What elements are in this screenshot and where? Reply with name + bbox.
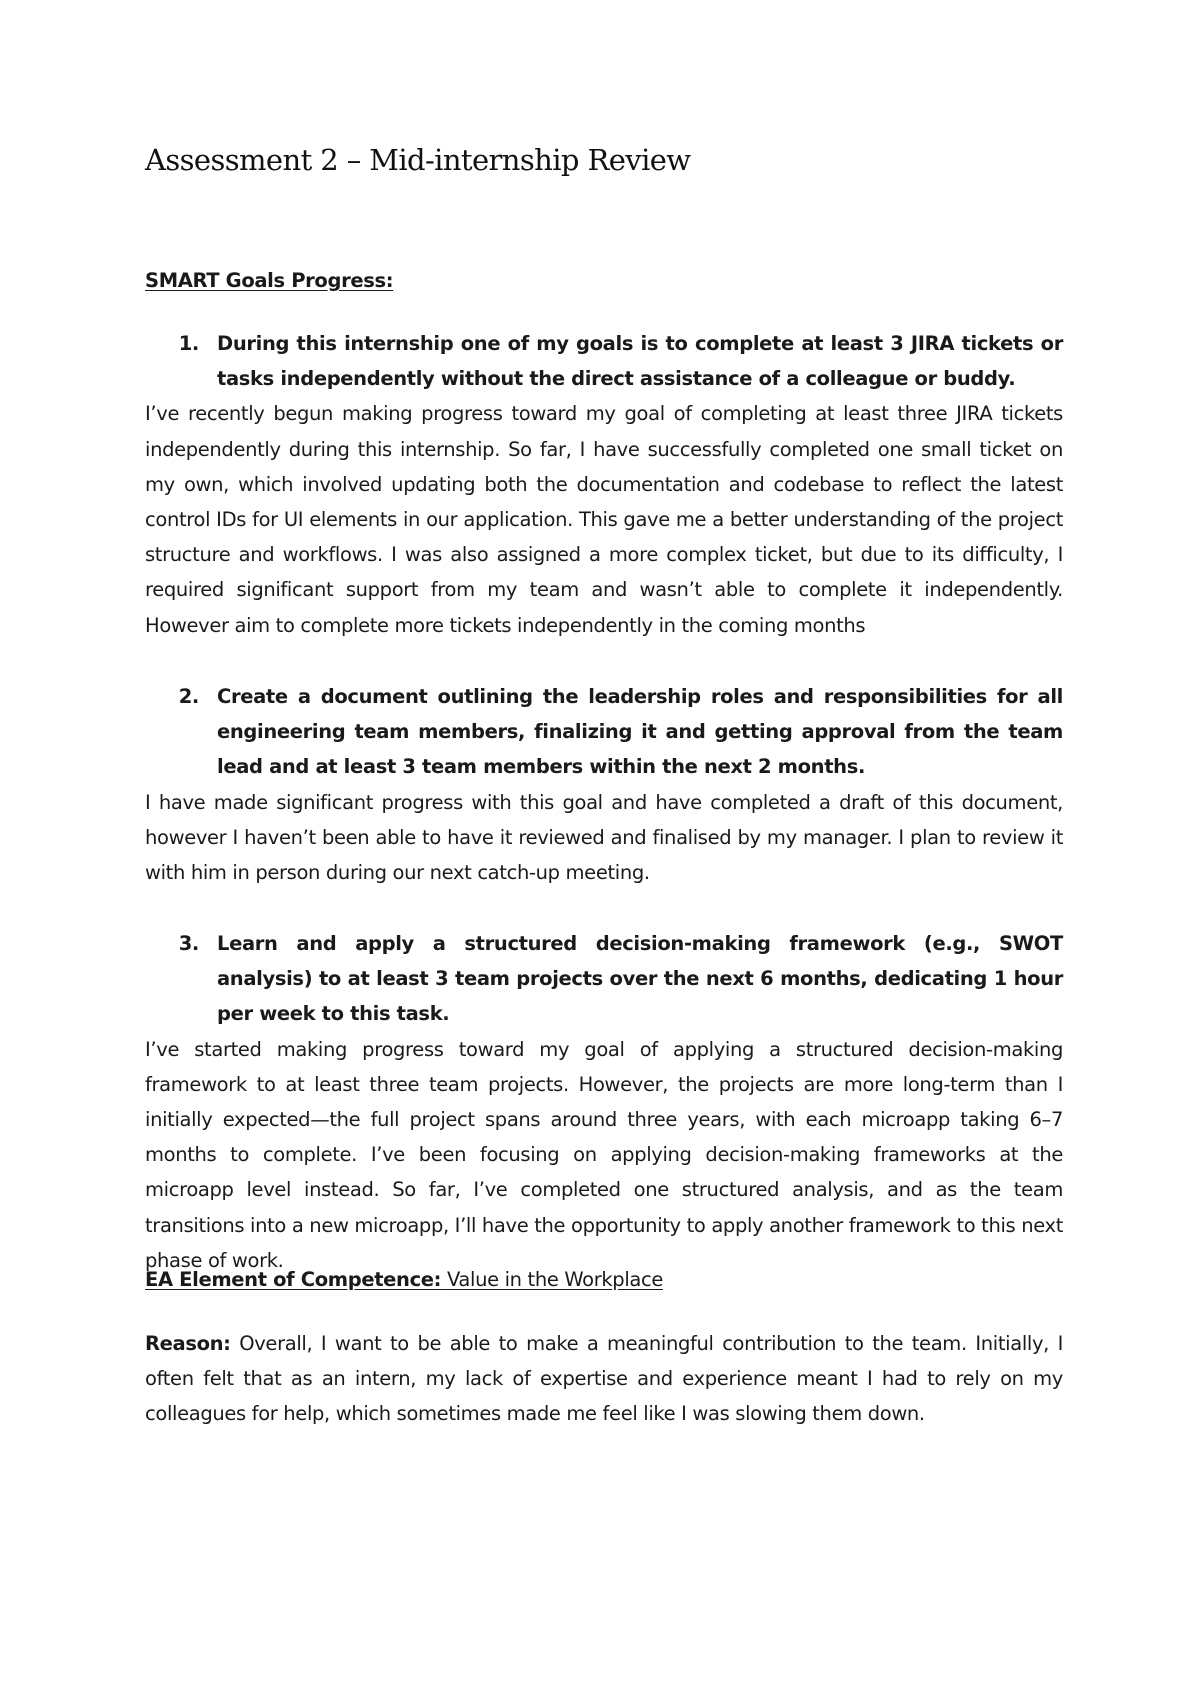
reason-text: Overall, I want to be able to make a meaningful contribution to the team. Initially, I often felt that as an intern, my lack of expertise and experience meant I had to rely on my colleagues for help, which sometimes made me feel like I was slowing them down. [145, 1332, 1063, 1426]
goal-progress-text: I’ve started making progress toward my goal of applying a structured decision-making framework to at least three team projects. However, the projects are more long-term than I initially expected—the full project spans around three years, with each microapp taking 6–7 months to complete. I’ve been focusing on applying decision-making frameworks at the microapp level instead. So far, I’ve completed one structured analysis, and as the team transitions into a new microapp, I’ll have the opportunity to apply another framework to this next phase of work. [145, 1037, 1064, 1272]
document-page [145, 140, 1064, 1426]
reason-paragraph [145, 1326, 1063, 1432]
goal-number: 3. [178, 932, 199, 955]
goal-item-2 [145, 679, 1063, 890]
goal-item-1 [145, 326, 1063, 643]
smart-goals-heading: SMART Goals Progress: [145, 269, 394, 292]
document-title: Assessment 2 – Mid-internship Review [145, 143, 691, 177]
reason-label: Reason: [145, 1332, 231, 1355]
competence-line [145, 1262, 1063, 1297]
goal-statement: During this internship one of my goals is to complete at least 3 JIRA tickets or tasks independently without the direct assistance of a colleague or buddy. [217, 332, 1063, 391]
goal-number: 1. [178, 332, 199, 355]
goal-number: 2. [178, 685, 199, 708]
competence-label: EA Element of Competence: [145, 1268, 442, 1291]
goal-statement: Create a document outlining the leadership roles and responsibilities for all engineering team members, finalizing it and getting approval from the team lead and at least 3 team members within the next 2 months. [217, 685, 1063, 779]
goal-statement: Learn and apply a structured decision-making framework (e.g., SWOT analysis) to at least 3 team projects over the next 6 months, dedicating 1 hour per week to this task. [217, 932, 1063, 1026]
competence-value: Value in the Workplace [441, 1268, 664, 1291]
goal-item-3 [145, 926, 1063, 1278]
goal-progress-text: I have made significant progress with this goal and have completed a draft of this document, however I haven’t been able to have it reviewed and finalised by my manager. I plan to review it with him in person during our next catch-up meeting. [145, 790, 1063, 885]
goal-progress-text: I’ve recently begun making progress toward my goal of completing at least three JIRA tickets independently during this internship. So far, I have successfully completed one small ticket on my own, which involved updating both the documentation and codebase to reflect the latest control IDs for UI elements in our application. This gave me a better understanding of the project structure and workflows. I was also assigned a more complex ticket, but due to its difficulty, I required significant support from my team and wasn’t able to complete it independently. However aim to complete more tickets independently in the coming months [145, 402, 1063, 637]
